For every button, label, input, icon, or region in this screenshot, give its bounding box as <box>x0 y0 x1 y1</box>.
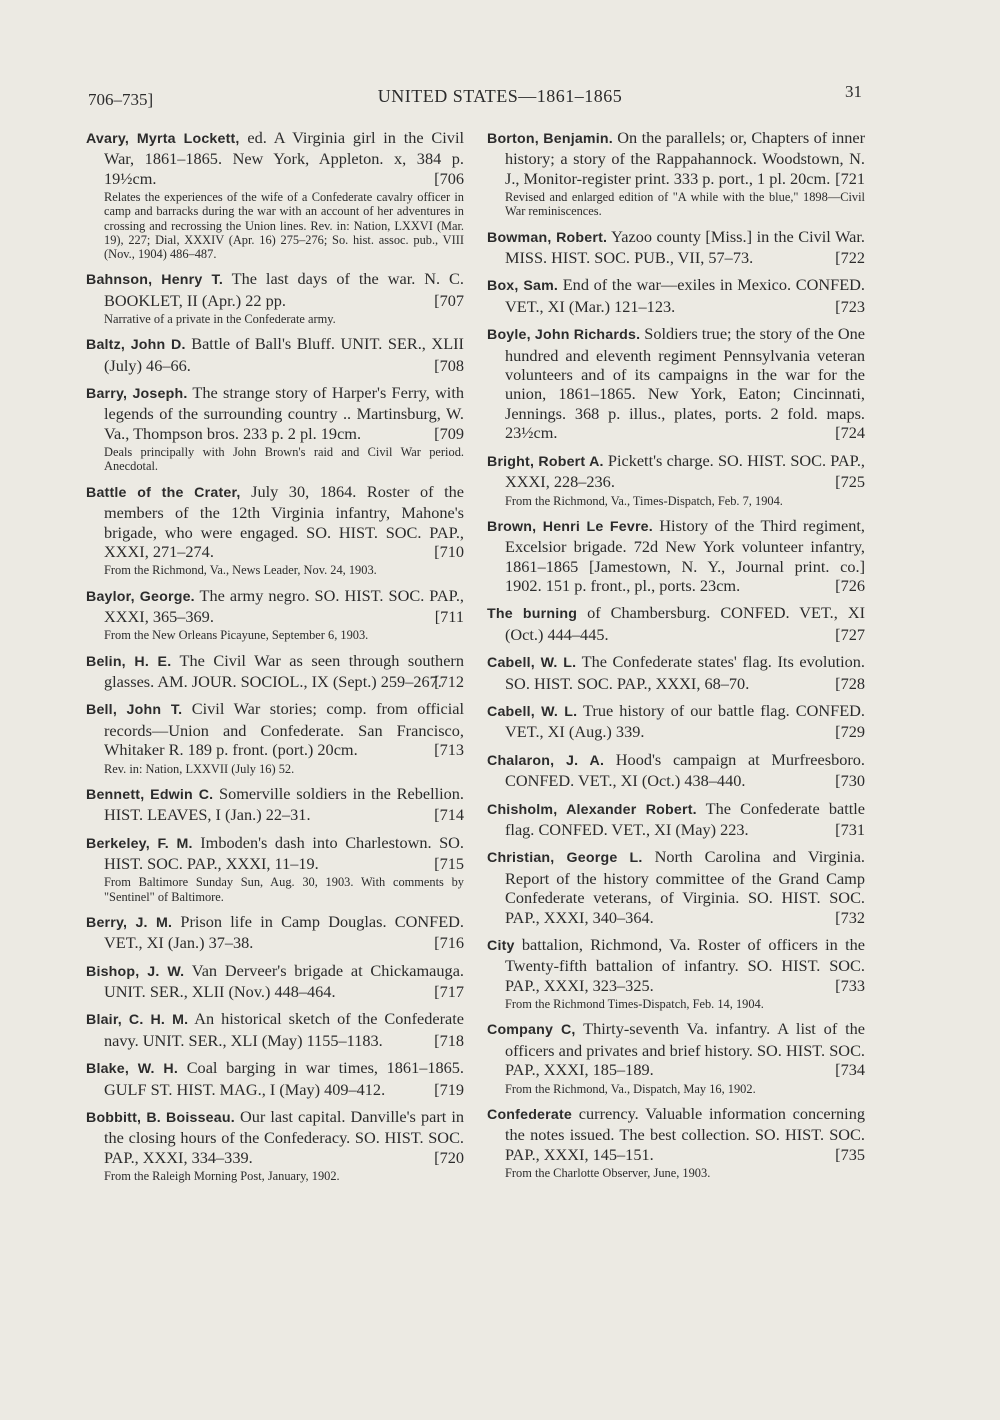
entry-citation <box>487 701 865 742</box>
entry-number: [710 <box>434 541 464 561</box>
entry-number: [723 <box>835 296 865 316</box>
entry-heading: Bowman, Robert. <box>487 229 608 246</box>
bibliography-entry <box>487 847 865 927</box>
bibliography-entry <box>86 912 464 953</box>
entry-note: From Baltimore Sunday Sun, Aug. 30, 1903. With comments by "Sentinel" of Baltimore. <box>104 875 464 904</box>
bibliography-entry <box>86 961 464 1002</box>
entry-number: [735 <box>835 1144 865 1164</box>
entry-number: [707 <box>434 290 464 310</box>
entry-text: History of the Third regiment, Excelsior brigade. 72d New York volunteer infantry, 1861–1865 [Jamestown, N. Y., Journal print. co.] 1902. 151 p. front., pl., ports. 23cm. <box>505 515 865 595</box>
right-column <box>487 128 865 1188</box>
entry-heading: Berkeley, F. M. <box>86 835 193 852</box>
section-title: UNITED STATES—1861–1865 <box>377 86 623 106</box>
entry-heading: Bishop, J. W. <box>86 963 185 980</box>
entry-citation <box>86 334 464 375</box>
entry-text: July 30, 1864. Roster of the members of the 12th Virginia infantry, Mahone's brigade, who were engaged. SO. HIST. SOC. PAP., XXXI, 271–274. <box>104 481 464 561</box>
entry-number: [727 <box>835 624 865 644</box>
entry-citation <box>487 1104 865 1164</box>
bibliography-entry <box>487 1019 865 1095</box>
entry-citation <box>487 799 865 840</box>
entry-heading: Borton, Benjamin. <box>487 131 613 147</box>
bibliography-entry <box>86 833 464 904</box>
bibliography-entry <box>86 482 464 578</box>
page-number: 31 <box>845 82 862 101</box>
entry-heading: Cabell, W. L. <box>487 655 577 672</box>
bibliography-entry <box>487 652 865 693</box>
entry-heading: Blair, C. H. M. <box>86 1012 189 1029</box>
entry-citation <box>86 784 464 825</box>
entry-citation <box>86 128 464 188</box>
entry-citation <box>487 451 865 492</box>
entry-number: [721 <box>835 168 865 188</box>
entry-heading: Bobbitt, B. Boisseau. <box>86 1110 235 1127</box>
entry-range: 706–735] <box>88 90 154 109</box>
entry-heading: Barry, Joseph. <box>86 386 188 403</box>
entry-note: From the Richmond, Va., Times-Dispatch, Feb. 7, 1904. <box>505 493 783 508</box>
bibliography-entry <box>86 128 464 261</box>
entry-number: [725 <box>835 472 865 492</box>
bibliography-entry <box>487 1104 865 1180</box>
entry-number: [706 <box>434 168 464 188</box>
entry-text: Yazoo county [Miss.] in the Civil War. MISS. HIST. SOC. PUB., VII, 57–73. <box>505 226 865 268</box>
entry-citation <box>487 516 865 596</box>
bibliography-entry <box>86 269 464 326</box>
bibliography-entry <box>487 935 865 1011</box>
entry-text: The Civil War as seen through southern glasses. AM. JOUR. SOCIOL., IX (Sept.) 259–267. <box>104 650 464 691</box>
entry-text: ed. A Virginia girl in the Civil War, 1861–1865. New York, Appleton. x, 384 p. 19½cm. <box>104 128 464 188</box>
entry-heading: Bell, John T. <box>86 702 183 719</box>
entry-heading: Avary, Myrta Lockett, <box>86 131 240 147</box>
bibliography-entry <box>487 701 865 742</box>
entry-text: Battle of Ball's Bluff. UNIT. SER., XLII (July) 46–66. <box>104 334 464 375</box>
entry-number: [720 <box>434 1147 464 1167</box>
bibliography-entry <box>487 128 865 219</box>
entry-citation <box>487 324 865 442</box>
entry-number: [715 <box>434 853 464 873</box>
bibliography-entry <box>487 516 865 596</box>
entry-number: [718 <box>434 1030 464 1050</box>
entry-citation <box>86 1009 464 1050</box>
entry-note: Revised and enlarged edition of "A while with the blue," 1898—Civil War reminiscences. <box>505 190 865 219</box>
bibliography-entry <box>487 275 865 316</box>
bibliography-entry <box>86 586 464 643</box>
entry-citation <box>86 482 464 562</box>
entry-number: [717 <box>434 982 464 1002</box>
entry-note: From the Richmond Times-Dispatch, Feb. 14, 1904. <box>505 997 764 1012</box>
entry-number: [730 <box>835 771 865 791</box>
entry-text: Soldiers true; the story of the One hundred and eleventh regiment Pennsylvania veteran volunteers and of its campaigns in the war for the union, 1861–1865. New York, Eaton; Cincinnati, Jennings. 368 p. illus., plates, ports. 2 fold. maps. 23½cm. <box>505 324 865 443</box>
entry-number: [733 <box>835 975 865 995</box>
entry-citation <box>487 128 865 188</box>
entry-heading: Boyle, John Richards. <box>487 327 641 344</box>
entry-heading: Confederate <box>487 1106 572 1123</box>
entry-heading: Chalaron, J. A. <box>487 752 605 769</box>
entry-number: [722 <box>835 248 865 268</box>
entry-text: Imboden's dash into Charlestown. SO. HIST. SOC. PAP., XXXI, 11–19. <box>104 832 464 873</box>
entry-citation <box>487 1019 865 1079</box>
entry-number: [728 <box>835 673 865 693</box>
entry-text: An historical sketch of the Confederate navy. UNIT. SER., XLI (May) 1155–1183. <box>104 1009 464 1050</box>
entry-heading: City <box>487 938 515 955</box>
entry-number: [716 <box>434 933 464 953</box>
entry-heading: Bright, Robert A. <box>487 453 604 470</box>
entry-note: From the Richmond, Va., News Leader, Nov. 24, 1903. <box>104 563 377 578</box>
entry-heading: Battle of the Crater, <box>86 484 241 501</box>
entry-number: [732 <box>835 907 865 927</box>
entry-text: Hood's campaign at Murfreesboro. CONFED. VET., XI (Oct.) 438–440. <box>505 749 866 791</box>
entry-citation <box>487 275 865 316</box>
entry-note: From the Richmond, Va., Dispatch, May 16, 1902. <box>505 1081 756 1096</box>
entry-heading: Berry, J. M. <box>86 914 173 931</box>
entry-heading: The burning <box>487 606 578 623</box>
entry-number: [714 <box>434 805 464 825</box>
entry-text: The last days of the war. N. C. BOOKLET, II (Apr.) 22 pp. <box>104 269 464 310</box>
entry-number: [726 <box>835 575 865 595</box>
entry-citation <box>487 935 865 995</box>
entry-heading: Box, Sam. <box>487 278 559 295</box>
entry-note: Narrative of a private in the Confederate army. <box>104 312 336 327</box>
entry-heading: Brown, Henri Le Fevre. <box>487 518 653 535</box>
bibliography-entry <box>86 1058 464 1099</box>
entry-citation <box>86 651 464 692</box>
bibliography-entry <box>487 451 865 508</box>
bibliography-entry <box>487 799 865 840</box>
entry-number: [729 <box>835 722 865 742</box>
entry-number: [712 <box>434 671 464 691</box>
entry-citation <box>86 383 464 443</box>
bibliography-entry <box>487 227 865 268</box>
entry-text: Our last capital. Danville's part in the closing hours of the Confederacy. SO. HIST. SOC. PAP., XXXI, 334–339. <box>104 1107 464 1167</box>
entry-note: From the Raleigh Morning Post, January, 1902. <box>104 1169 340 1184</box>
bibliography-entry <box>86 1009 464 1050</box>
entry-text: currency. Valuable information concerning the notes issued. The best collection. SO. HIST. SOC. PAP., XXXI, 145–151. <box>505 1103 865 1164</box>
entry-text: Civil War stories; comp. from official records—Union and Confederate. San Francisco, Whitaker R. 189 p. front. (port.) 20cm. <box>104 699 464 760</box>
entry-heading: Baylor, George. <box>86 588 195 605</box>
entry-citation <box>86 586 464 627</box>
entry-citation <box>86 912 464 953</box>
entry-note: From the Charlotte Observer, June, 1903. <box>505 1166 711 1181</box>
entry-heading: Baltz, John D. <box>86 337 186 354</box>
entry-text: North Carolina and Virginia. Report of the history committee of the Grand Camp Confederate veterans, of Virginia. SO. HIST. SOC. PAP., XXXI, 340–364. <box>505 847 865 927</box>
entry-number: [713 <box>434 740 464 760</box>
bibliography-entry <box>86 383 464 474</box>
entry-number: [719 <box>434 1079 464 1099</box>
entry-text: The army negro. SO. HIST. SOC. PAP., XXXI, 365–369. <box>104 585 464 626</box>
bibliography-entry <box>86 699 464 775</box>
entry-citation <box>487 847 865 927</box>
entry-number: [731 <box>835 819 865 839</box>
bibliography-entry <box>487 603 865 644</box>
entry-heading: Bennett, Edwin C. <box>86 786 214 803</box>
entry-heading: Company C, <box>487 1022 576 1039</box>
entry-number: [724 <box>835 423 865 443</box>
entry-text: The strange story of Harper's Ferry, with legends of the surrounding country .. Martinsburg, W. Va., Thompson bros. 233 p. 2 pl. 19cm. <box>104 383 464 443</box>
bibliography-entry <box>86 1107 464 1183</box>
entry-citation <box>86 961 464 1002</box>
left-column <box>86 128 464 1191</box>
entry-citation <box>487 603 865 644</box>
entry-note: From the New Orleans Picayune, September 6, 1903. <box>104 628 369 643</box>
entry-text: Van Derveer's brigade at Chickamauga. UNIT. SER., XLII (Nov.) 448–464. <box>104 960 464 1002</box>
entry-note: Relates the experiences of the wife of a Confederate cavalry officer in camp and barracks during the war with an account of her adventures in crossing and recrossing the Union lines. Rev. in: Nation, LXXVI (Mar. 19), 227; Dial, XXXIV (Apr. 16) 275–276; So. hist. assoc. pub., VIII (Nov., 1904) 486–487. <box>104 190 464 262</box>
entry-number: [734 <box>835 1060 865 1080</box>
entry-number: [711 <box>434 606 464 626</box>
entry-note: Rev. in: Nation, LXXVII (July 16) 52. <box>104 761 295 776</box>
entry-heading: Belin, H. E. <box>86 653 172 670</box>
entry-text: Somerville soldiers in the Rebellion. HIST. LEAVES, I (Jan.) 22–31. <box>104 783 465 825</box>
bibliography-entry <box>487 324 865 442</box>
running-head <box>0 78 1000 110</box>
entry-text: Thirty-seventh Va. infantry. A list of the officers and privates and brief history. SO. HIST. SOC. PAP., XXXI, 185–189. <box>505 1019 866 1080</box>
bibliography-entry <box>86 334 464 375</box>
entry-citation <box>487 227 865 268</box>
entry-text: battalion, Richmond, Va. Roster of officers in the Twenty-fifth battalion of infantry. SO. HIST. SOC. PAP., XXXI, 323–325. <box>505 935 865 995</box>
entry-number: [709 <box>434 423 464 443</box>
entry-citation <box>86 1107 464 1167</box>
bibliography-entry <box>487 750 865 791</box>
bibliography-entry <box>86 784 464 825</box>
entry-text: End of the war—exiles in Mexico. CONFED. VET., XI (Mar.) 121–123. <box>505 275 865 316</box>
entry-citation <box>487 652 865 693</box>
entry-text: of Chambersburg. CONFED. VET., XI (Oct.) 444–445. <box>505 603 866 644</box>
entry-note: Deals principally with John Brown's raid and Civil War period. Anecdotal. <box>104 445 464 474</box>
entry-text: Coal barging in war times, 1861–1865. GULF ST. HIST. MAG., I (May) 409–412. <box>104 1058 464 1099</box>
entry-citation <box>86 1058 464 1099</box>
entry-text: The Confederate states' flag. Its evolution. SO. HIST. SOC. PAP., XXXI, 68–70. <box>505 652 865 693</box>
entry-heading: Bahnson, Henry T. <box>86 272 223 289</box>
entry-text: The Confederate battle flag. CONFED. VET., XI (May) 223. <box>505 798 865 839</box>
entry-citation <box>487 750 865 791</box>
entry-text: On the parallels; or, Chapters of inner history; a story of the Rappahannock. Woodstown, N. J., Monitor-register print. 333 p. port., 1 pl. 20cm. <box>505 128 865 188</box>
entry-citation <box>86 269 464 310</box>
entry-text: True history of our battle flag. CONFED. VET., XI (Aug.) 339. <box>505 700 865 742</box>
entry-heading: Chisholm, Alexander Robert. <box>487 801 697 818</box>
entry-heading: Blake, W. H. <box>86 1061 179 1078</box>
entry-citation <box>86 833 464 874</box>
entry-text: Pickett's charge. SO. HIST. SOC. PAP., XXXI, 228–236. <box>505 450 865 492</box>
bibliography-entry <box>86 651 464 692</box>
entry-number: [708 <box>434 355 464 375</box>
entry-heading: Cabell, W. L. <box>487 703 578 720</box>
entry-citation <box>86 699 464 759</box>
entry-text: Prison life in Camp Douglas. CONFED. VET., XI (Jan.) 37–38. <box>104 911 464 953</box>
entry-heading: Christian, George L. <box>487 850 643 867</box>
